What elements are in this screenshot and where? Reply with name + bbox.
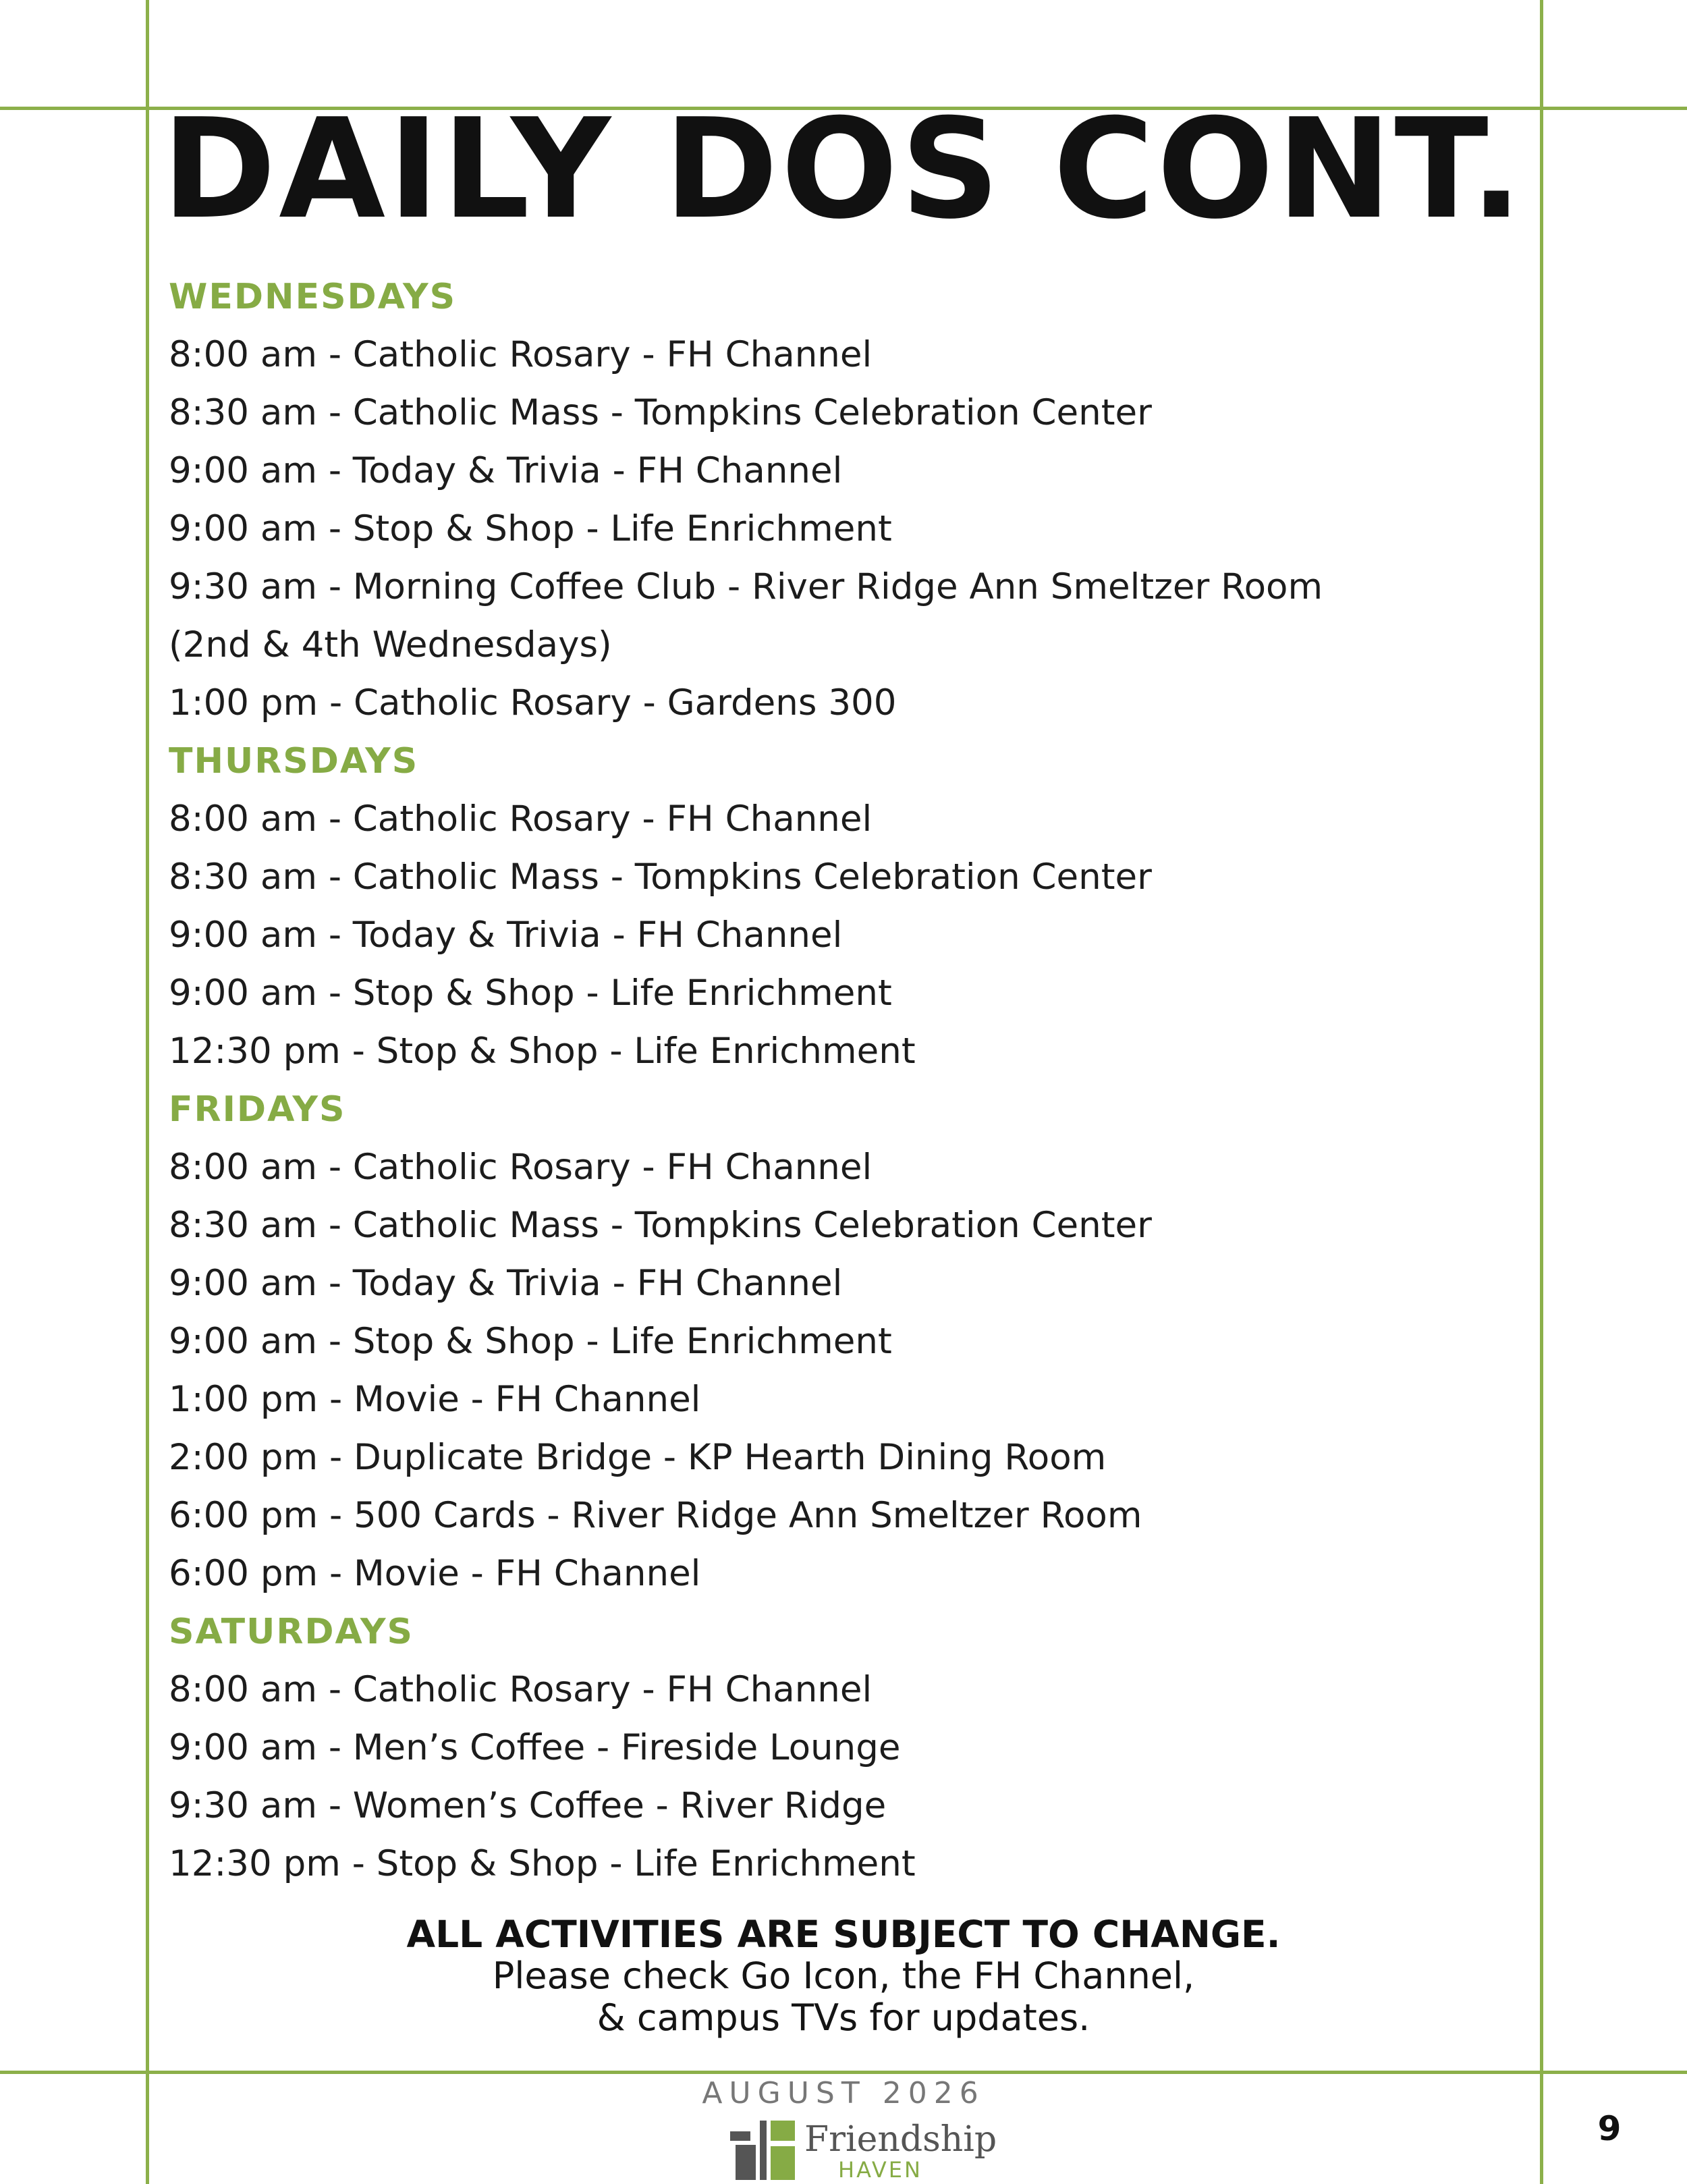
activity-item: 9:00 am - Today & Trivia - FH Channel: [169, 1263, 843, 1304]
activity-item: 9:00 am - Stop & Shop - Life Enrichment: [169, 1321, 892, 1362]
activity-item: 1:00 pm - Movie - FH Channel: [169, 1379, 701, 1420]
notice-line-2: & campus TVs for updates.: [597, 1996, 1090, 2039]
day-heading: THURSDAYS: [169, 741, 419, 782]
notice-headline: ALL ACTIVITIES ARE SUBJECT TO CHANGE.: [406, 1913, 1281, 1956]
activity-item: 6:00 pm - Movie - FH Channel: [169, 1553, 701, 1594]
activity-item: 8:00 am - Catholic Rosary - FH Channel: [169, 1147, 873, 1188]
activity-item: 9:00 am - Stop & Shop - Life Enrichment: [169, 973, 892, 1014]
activity-item: (2nd & 4th Wednesdays): [169, 624, 612, 665]
activity-item: 9:00 am - Stop & Shop - Life Enrichment: [169, 508, 892, 549]
day-heading: SATURDAYS: [169, 1612, 414, 1652]
bottom-border-line: [0, 2071, 1687, 2074]
activity-item: 8:00 am - Catholic Rosary - FH Channel: [169, 334, 873, 375]
footer-date: AUGUST 2026: [702, 2076, 985, 2110]
activity-item: 12:30 pm - Stop & Shop - Life Enrichment: [169, 1843, 916, 1884]
logo-name: Friendship: [804, 2119, 997, 2160]
activity-item: 1:00 pm - Catholic Rosary - Gardens 300: [169, 682, 897, 724]
activity-item: 9:30 am - Women’s Coffee - River Ridge: [169, 1785, 887, 1826]
page-title: DAILY DOS CONT.: [161, 90, 1526, 250]
notice-line-1: Please check Go Icon, the FH Channel,: [492, 1955, 1195, 1997]
logo-subtitle: HAVEN: [838, 2157, 922, 2183]
change-notice: [0, 1913, 1687, 2039]
page-number: 9: [1597, 2109, 1622, 2148]
activity-item: 6:00 pm - 500 Cards - River Ridge Ann Smeltzer Room: [169, 1495, 1142, 1536]
friendship-haven-logo-icon: [730, 2119, 798, 2180]
activity-item: 8:00 am - Catholic Rosary - FH Channel: [169, 1669, 873, 1710]
logo: [730, 2119, 997, 2183]
schedule-list: [169, 268, 1545, 1893]
activity-item: 8:30 am - Catholic Mass - Tompkins Celebration Center: [169, 392, 1152, 433]
activity-item: 12:30 pm - Stop & Shop - Life Enrichment: [169, 1031, 916, 1072]
activity-item: 9:00 am - Today & Trivia - FH Channel: [169, 914, 843, 956]
day-heading: WEDNESDAYS: [169, 277, 457, 317]
activity-item: 8:30 am - Catholic Mass - Tompkins Celebration Center: [169, 1205, 1152, 1246]
activity-item: 8:30 am - Catholic Mass - Tompkins Celebration Center: [169, 856, 1152, 898]
activity-item: 9:30 am - Morning Coffee Club - River Ridge Ann Smeltzer Room: [169, 566, 1323, 607]
day-heading: FRIDAYS: [169, 1089, 346, 1130]
activity-item: 9:00 am - Men’s Coffee - Fireside Lounge: [169, 1727, 901, 1768]
activity-item: 2:00 pm - Duplicate Bridge - KP Hearth Dining Room: [169, 1437, 1107, 1478]
activity-item: 8:00 am - Catholic Rosary - FH Channel: [169, 798, 873, 840]
activity-item: 9:00 am - Today & Trivia - FH Channel: [169, 450, 843, 491]
left-border-line: [146, 0, 149, 2184]
